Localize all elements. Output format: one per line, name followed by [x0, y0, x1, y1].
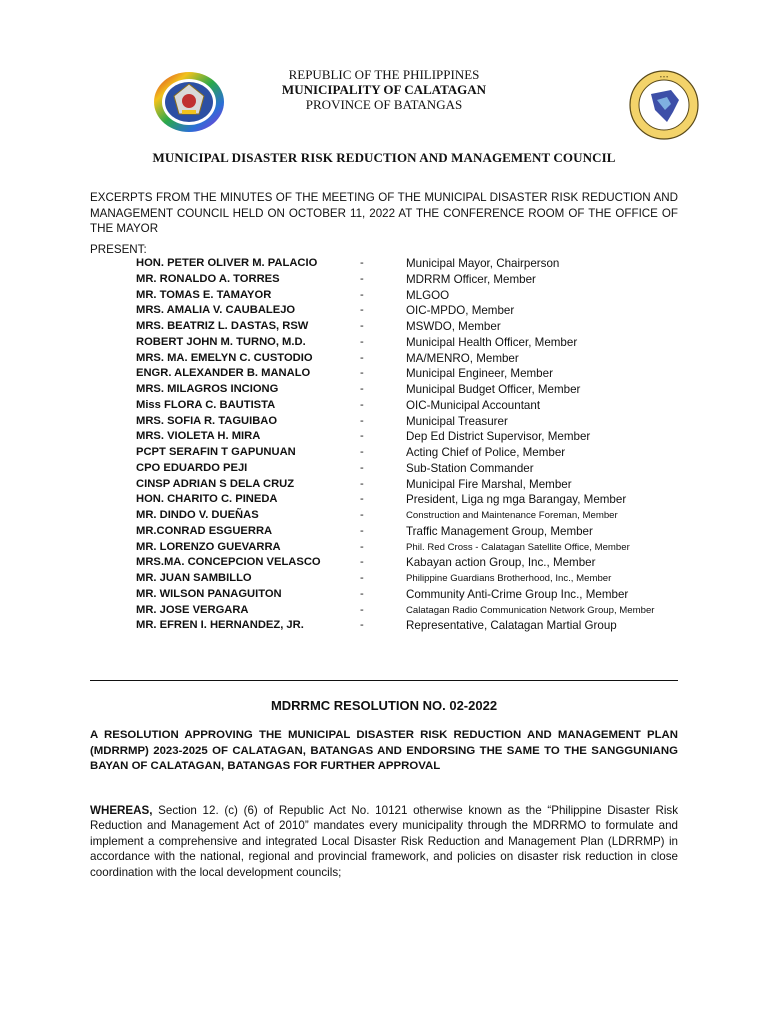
attendee-role: OIC-Municipal Accountant — [406, 398, 541, 412]
attendee-role: Acting Chief of Police, Member — [406, 446, 566, 459]
calatagan-seal-logo — [627, 70, 701, 140]
resolution-description: A RESOLUTION APPROVING THE MUNICIPAL DISASTER RISK REDUCTION AND MANAGEMENT PLAN (MDRRMP) 2023-2025 OF CALATAGAN, BATANGAS AND ENDORSING THE SAME TO THE SANGGUNIANG BAYAN OF CALATAGAN, BATANGAS FOR FURTHER APPROVAL — [90, 729, 678, 773]
attendee-dash: - — [360, 351, 364, 364]
attendee-name: MRS. MILAGROS INCIONG — [136, 383, 279, 395]
attendee-role: Phil. Red Cross - Calatagan Satellite Office, Member — [406, 541, 630, 553]
attendee-row — [90, 478, 690, 494]
attendee-dash: - — [360, 572, 364, 584]
attendee-dash: - — [360, 257, 364, 269]
attendee-name: MR. LORENZO GUEVARRA — [136, 540, 281, 553]
attendee-dash: - — [360, 320, 364, 332]
attendee-dash: - — [360, 430, 364, 443]
attendee-role: Dep Ed District Supervisor, Member — [406, 430, 591, 444]
attendee-role: Representative, Calatagan Martial Group — [406, 619, 617, 633]
attendee-role: Municipal Treasurer — [406, 414, 508, 428]
attendee-row — [90, 604, 690, 620]
attendee-row — [90, 619, 690, 635]
attendee-role: President, Liga ng mga Barangay, Member — [406, 493, 627, 507]
attendee-name: MR. EFREN I. HERNANDEZ, JR. — [136, 619, 304, 632]
attendee-row — [90, 289, 690, 305]
attendee-dash: - — [360, 493, 364, 506]
whereas-text: Section 12. (c) (6) of Republic Act No. 10121 otherwise known as the “Philippine Disaster Risk Reduction and Management Act of 2010” mandates every municipality through the MDRRMO to formulate and implement a comprehensive and integrated Local Disaster Risk Reduction and Management Plan (LDRRMP) in accordance with the national, regional and provincial framework, and policies on disaster risk reduction in close coordination with the local development councils; — [90, 804, 678, 879]
attendee-dash: - — [360, 383, 364, 395]
attendee-name: MR. WILSON PANAGUITON — [136, 587, 282, 600]
attendee-dash: - — [360, 398, 364, 411]
attendee-row — [90, 446, 690, 462]
attendee-row — [90, 415, 690, 431]
attendee-row — [90, 304, 690, 320]
attendee-dash: - — [360, 367, 364, 380]
excerpt-paragraph: EXCERPTS FROM THE MINUTES OF THE MEETING OF THE MUNICIPAL DISASTER RISK REDUCTION AND MANAGEMENT COUNCIL HELD ON OCTOBER 11, 2022 AT THE CONFERENCE ROOM OF THE OFFICE OF THE MAYOR — [90, 191, 678, 236]
attendee-role: Calatagan Radio Communication Network Group, Member — [406, 604, 655, 616]
letterhead — [200, 67, 568, 112]
attendee-role: Philippine Guardians Brotherhood, Inc., Member — [406, 573, 612, 584]
attendee-dash: - — [360, 446, 364, 458]
attendee-role: MSWDO, Member — [406, 320, 501, 333]
attendee-name: PCPT SERAFIN T GAPUNUAN — [136, 446, 296, 458]
resolution-title: MDRRMC RESOLUTION NO. 02-2022 — [270, 698, 498, 713]
attendee-name: MR.CONRAD ESGUERRA — [136, 524, 273, 537]
attendee-role: MDRRM Officer, Member — [406, 272, 536, 286]
whereas-label: WHEREAS, — [90, 804, 153, 817]
attendee-dash: - — [360, 556, 364, 569]
attendee-role: Municipal Mayor, Chairperson — [406, 257, 560, 270]
attendee-role: Municipal Health Officer, Member — [406, 335, 578, 349]
attendee-name: MRS.MA. CONCEPCION VELASCO — [136, 556, 321, 569]
attendee-row — [90, 509, 690, 525]
attendee-dash: - — [360, 461, 364, 474]
attendee-row — [90, 352, 690, 368]
attendee-dash: - — [360, 524, 364, 537]
attendee-role: Sub-Station Commander — [406, 461, 534, 475]
attendee-name: Miss FLORA C. BAUTISTA — [136, 398, 276, 411]
attendee-dash: - — [360, 414, 364, 427]
attendee-name: MR. JOSE VERGARA — [136, 603, 249, 616]
attendee-row — [90, 556, 690, 572]
attendee-row — [90, 541, 690, 557]
attendee-row — [90, 525, 690, 541]
attendee-row — [90, 383, 690, 399]
attendee-row — [90, 572, 690, 588]
attendee-role: MLGOO — [406, 288, 450, 302]
attendee-role: OIC-MPDO, Member — [406, 304, 515, 318]
attendee-role: Kabayan action Group, Inc., Member — [406, 556, 596, 570]
attendee-name: MRS. VIOLETA H. MIRA — [136, 430, 261, 443]
council-title: MUNICIPAL DISASTER RISK REDUCTION AND MANAGEMENT COUNCIL — [152, 150, 616, 165]
attendee-row — [90, 257, 690, 273]
attendee-role: Municipal Fire Marshal, Member — [406, 477, 572, 491]
whereas-paragraph — [90, 803, 678, 880]
attendee-dash: - — [360, 288, 364, 301]
attendee-name: MR. TOMAS E. TAMAYOR — [136, 288, 272, 301]
attendee-role: MA/MENRO, Member — [406, 351, 519, 365]
attendee-name: CINSP ADRIAN S DELA CRUZ — [136, 477, 295, 490]
attendee-row — [90, 493, 690, 509]
attendee-row — [90, 588, 690, 604]
attendee-name: ENGR. ALEXANDER B. MANALO — [136, 367, 311, 380]
attendee-dash: - — [360, 540, 364, 553]
attendee-role: Traffic Management Group, Member — [406, 524, 593, 538]
present-label: PRESENT: — [90, 243, 147, 256]
attendee-dash: - — [360, 603, 364, 616]
attendee-row — [90, 367, 690, 383]
province-line: PROVINCE OF BATANGAS — [305, 97, 463, 112]
attendee-name: MRS. MA. EMELYN C. CUSTODIO — [136, 351, 313, 364]
attendee-dash: - — [360, 272, 364, 285]
attendee-name: MRS. BEATRIZ L. DASTAS, RSW — [136, 320, 309, 332]
attendee-dash: - — [360, 304, 364, 317]
attendee-dash: - — [360, 619, 364, 632]
attendee-role: Municipal Engineer, Member — [406, 367, 553, 381]
attendee-dash: - — [360, 587, 364, 600]
attendee-name: MRS. AMALIA V. CAUBALEJO — [136, 304, 296, 317]
republic-line: REPUBLIC OF THE PHILIPPINES — [288, 67, 480, 82]
attendee-list — [90, 257, 690, 635]
attendee-row — [90, 336, 690, 352]
attendee-dash: - — [360, 477, 364, 490]
attendee-row — [90, 320, 690, 336]
attendee-role: Community Anti-Crime Group Inc., Member — [406, 587, 629, 601]
attendee-dash: - — [360, 335, 364, 348]
attendee-name: MRS. SOFIA R. TAGUIBAO — [136, 414, 278, 427]
svg-text:• • •: • • • — [659, 74, 669, 81]
attendee-row — [90, 462, 690, 478]
attendee-name: MR. RONALDO A. TORRES — [136, 272, 280, 285]
attendee-role: Municipal Budget Officer, Member — [406, 383, 581, 396]
attendee-role: Construction and Maintenance Foreman, Member — [406, 510, 618, 521]
attendee-name: HON. CHARITO C. PINEDA — [136, 493, 278, 506]
attendee-row — [90, 399, 690, 415]
attendee-name: CPO EDUARDO PEJI — [136, 461, 248, 474]
attendee-name: MR. JUAN SAMBILLO — [136, 572, 252, 584]
attendee-name: MR. DINDO V. DUEÑAS — [136, 509, 259, 521]
attendee-name: HON. PETER OLIVER M. PALACIO — [136, 257, 318, 269]
attendee-dash: - — [360, 509, 364, 521]
attendee-row — [90, 273, 690, 289]
municipality-line: MUNICIPALITY OF CALATAGAN — [281, 82, 487, 97]
attendee-row — [90, 430, 690, 446]
section-divider — [90, 680, 678, 681]
attendee-name: ROBERT JOHN M. TURNO, M.D. — [136, 335, 306, 348]
